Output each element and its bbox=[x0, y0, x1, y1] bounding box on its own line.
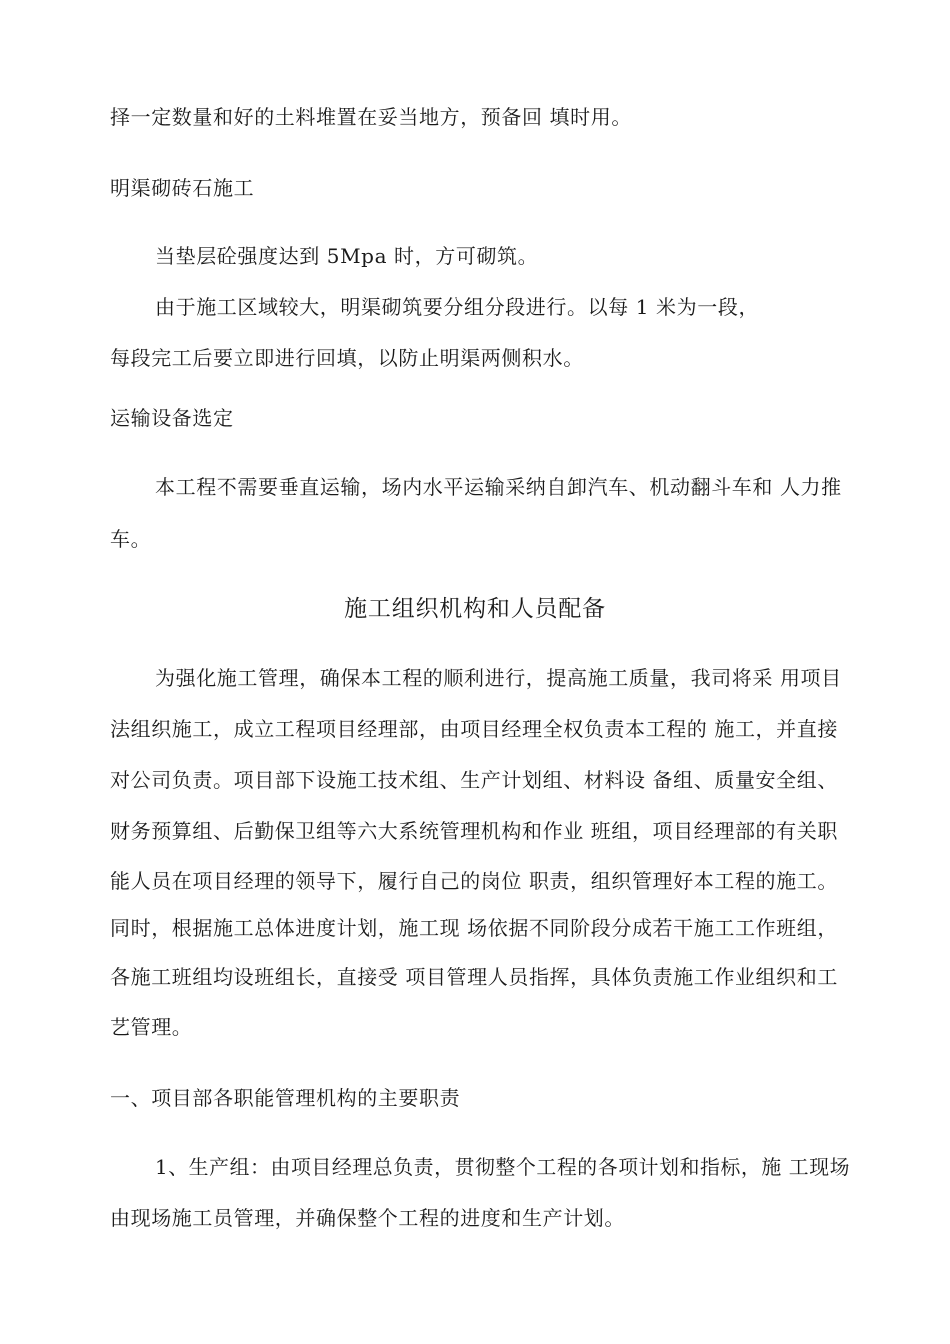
paragraph-line: 艺管理。 bbox=[110, 1015, 193, 1039]
paragraph-line: 车。 bbox=[110, 527, 152, 551]
paragraph-line: 由于施工区域较大，明渠砌筑要分组分段进行。以每 1 米为一段， bbox=[155, 295, 760, 319]
subheading-transport-equipment: 运输设备选定 bbox=[110, 406, 234, 430]
paragraph-line: 财务预算组、后勤保卫组等六大系统管理机构和作业 班组，项目经理部的有关职 bbox=[110, 819, 838, 843]
paragraph-line: 对公司负责。项目部下设施工技术组、生产计划组、材料设 备组、质量安全组、 bbox=[110, 768, 838, 792]
section-title: 施工组织机构和人员配备 bbox=[344, 596, 606, 622]
paragraph-line: 由现场施工员管理，并确保整个工程的进度和生产计划。 bbox=[110, 1206, 625, 1230]
paragraph-line: 择一定数量和好的土料堆置在妥当地方，预备回 填时用。 bbox=[110, 105, 632, 129]
subheading-canal-masonry: 明渠砌砖石施工 bbox=[110, 176, 255, 200]
paragraph-line: 同时，根据施工总体进度计划，施工现 场依据不同阶段分成若干施工工作班组， bbox=[110, 916, 838, 940]
paragraph-line: 当垫层砼强度达到 5Mpa 时，方可砌筑。 bbox=[155, 244, 539, 268]
paragraph-line: 法组织施工，成立工程项目经理部，由项目经理全权负责本工程的 施工，并直接 bbox=[110, 717, 838, 741]
paragraph-line: 每段完工后要立即进行回填，以防止明渠两侧积水。 bbox=[110, 346, 584, 370]
subheading-section-one: 一、项目部各职能管理机构的主要职责 bbox=[110, 1086, 461, 1110]
paragraph-line: 本工程不需要垂直运输，场内水平运输采纳自卸汽车、机动翻斗车和 人力推 bbox=[155, 475, 842, 499]
paragraph-line: 各施工班组均设班组长，直接受 项目管理人员指挥，具体负责施工作业组织和工 bbox=[110, 965, 838, 989]
paragraph-line: 能人员在项目经理的领导下，履行自己的岗位 职责，组织管理好本工程的施工。 bbox=[110, 869, 838, 893]
paragraph-line: 1、生产组：由项目经理总负责，贯彻整个工程的各项计划和指标，施 工现场 bbox=[155, 1155, 851, 1179]
paragraph-line: 为强化施工管理，确保本工程的顺利进行，提高施工质量，我司将采 用项目 bbox=[155, 666, 842, 690]
